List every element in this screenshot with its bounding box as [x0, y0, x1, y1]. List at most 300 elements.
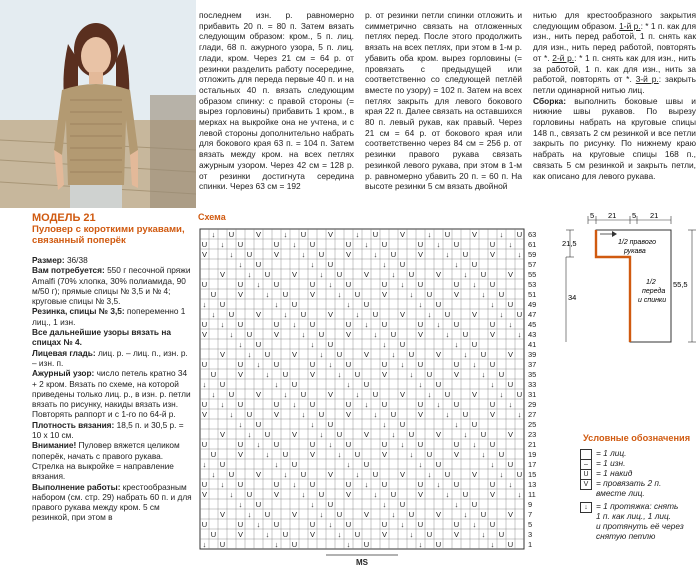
ssk-mark: ↓ — [238, 260, 243, 269]
ssk-mark: ↓ — [283, 470, 288, 479]
model-heading — [32, 212, 197, 246]
yo-mark: U — [417, 320, 424, 329]
yo-mark: U — [327, 340, 334, 349]
ssk-mark: ↓ — [337, 450, 342, 459]
ssk-mark: ↓ — [472, 440, 477, 449]
ssk-mark: ↓ — [211, 470, 216, 479]
body-label-1: 1/2 — [646, 279, 656, 286]
ssk-mark: ↓ — [427, 390, 432, 399]
k2tog-mark: V — [219, 270, 226, 279]
yo-mark: U — [372, 310, 379, 319]
k2tog-mark: V — [345, 410, 352, 419]
yo-mark: U — [273, 240, 280, 249]
col4-p1b: : * 1 п. как для изн., нить перед работой, 1 п. снять как для изн., нить перед работой, повторять от *. — [533, 20, 696, 63]
col3-text: р. от резинки петли спинки отложить и симметрично связать на отложенных петлях перед. После этого продолжить вязать на всех петлях, при этом в 1-м р. убавить оба кром. вырез горловины (= провязать с предыдущей или соответственно со следующей петлёй вместе по узору) = 102 п. Затем на всех петлях закрыть для левого бокового края 22 п. Далее связать на оставшихся 80 п. левый рукав, как правый. Через 21 см = 64 р. от бокового края или соответственно через 84 см = 256 р. от резинки правого рукава связать резинкой левого рукава, при этом в 1-м р. равномерно убавить 20 п. = 60 п. На высоте резинки 5 см вязать двойной — [365, 10, 522, 192]
k2tog-mark: V — [309, 530, 316, 539]
ssk-mark: ↓ — [229, 410, 234, 419]
legend-purl-text: = 1 изн. — [596, 458, 626, 468]
yo-mark: U — [291, 380, 298, 389]
ssk-mark: ↓ — [256, 360, 261, 369]
row-number: 7 — [528, 510, 533, 519]
yo-mark: U — [354, 370, 361, 379]
k2tog-mark: V — [291, 430, 298, 439]
yo-mark: U — [372, 470, 379, 479]
yo-mark: U — [372, 230, 379, 239]
ssk-mark: ↓ — [427, 230, 432, 239]
purl-symbol: – — [580, 459, 592, 470]
ssk-mark: ↓ — [481, 290, 486, 299]
yo-mark: U — [219, 300, 226, 309]
yarn-over-symbol: U — [580, 469, 592, 480]
body-label-2: переда — [642, 288, 666, 295]
yo-mark: U — [516, 390, 523, 399]
row-number: 23 — [528, 430, 537, 439]
rib-label: Резинка, спицы № 3,5: — [32, 306, 125, 317]
col2-text: последнем изн. р. равномерно прибавить 20 п. = 80 п. Затем вязать следующим образом: кром., 5 п. лиц. глади, 68 п. ажурного узора, 5 п. лиц. глади, кром. Через 21 см = 64 р. от резинки разделить работу посередине, отложить для переда первые 40 п. и на остальных 40 п. вязать следующим образом спинку: с правой стороны (= вырез горловины) прибавить 1 кром., в мерках на выкройке она не учтена, и с левой стороны дополнительно набрать для бокового края 63 п. = 104 п. Затем вязать между кром. на всех петлях ажурным узором. Через 42 см = 128 р. от резинки достигнута середина спинки. Через 63 см = 192 — [199, 10, 354, 192]
ssk-mark: ↓ — [283, 230, 288, 239]
yo-mark: U — [210, 290, 217, 299]
k2tog-mark: V — [435, 430, 442, 439]
ssk-mark: ↓ — [463, 430, 468, 439]
ssk-mark: ↓ — [274, 380, 279, 389]
ssk-mark: ↓ — [508, 400, 513, 409]
need-label: Вам потребуется: — [32, 265, 105, 276]
yo-mark: U — [480, 430, 487, 439]
yo-mark: U — [237, 440, 244, 449]
yo-mark: U — [444, 470, 451, 479]
row-number: 25 — [528, 420, 537, 429]
ssk-mark: ↓ — [517, 410, 522, 419]
ssk-mark: ↓ — [319, 510, 324, 519]
yo-mark: U — [201, 480, 208, 489]
k2tog-mark: V — [345, 330, 352, 339]
needles-note: Все дальнейшие узоры вязать на спицах № 4. — [32, 327, 171, 348]
ssk-mark: ↓ — [355, 470, 360, 479]
ssk-mark: ↓ — [382, 420, 387, 429]
ssk-mark: ↓ — [301, 250, 306, 259]
yo-mark: U — [381, 440, 388, 449]
ssk-mark: ↓ — [517, 250, 522, 259]
dim-21-5: 21,5 — [562, 239, 577, 248]
yo-mark: U — [273, 400, 280, 409]
yo-mark: U — [228, 310, 235, 319]
yo-mark: U — [345, 280, 352, 289]
yo-mark: U — [345, 320, 352, 329]
k2tog-mark: V — [489, 490, 496, 499]
ssk-mark: ↓ — [238, 500, 243, 509]
k2tog-symbol: V — [580, 479, 592, 490]
lace-text: число петель кратно 34 + 2 кром. Вязать по схеме, на которой приведены только лиц. р., в изн. р. петли вязать по рисунку, накиды вязать изн. Повторять раппорт и с 1-го по 64-й р. — [32, 368, 191, 420]
yo-mark: U — [489, 400, 496, 409]
ssk-mark: ↓ — [310, 500, 315, 509]
yo-mark: U — [246, 490, 253, 499]
ssk-mark: ↓ — [328, 280, 333, 289]
garment-schematic — [562, 212, 699, 352]
yo-mark: U — [354, 290, 361, 299]
knitting-chart — [198, 225, 558, 567]
row-number: 21 — [528, 440, 537, 449]
ssk-mark: ↓ — [445, 490, 450, 499]
ssk-mark: ↓ — [346, 300, 351, 309]
yo-mark: U — [489, 360, 496, 369]
ssk-mark: ↓ — [238, 340, 243, 349]
ssk-mark: ↓ — [247, 270, 252, 279]
ssk-mark: ↓ — [247, 510, 252, 519]
lace-label: Ажурный узор: — [32, 368, 95, 379]
yo-mark: U — [372, 390, 379, 399]
ssk-mark: ↓ — [517, 330, 522, 339]
ssk-mark: ↓ — [436, 480, 441, 489]
yo-mark: U — [255, 260, 262, 269]
ssk-mark: ↓ — [499, 310, 504, 319]
row-number: 11 — [528, 490, 536, 499]
ssk-mark: ↓ — [436, 400, 441, 409]
ssk-mark: ↓ — [373, 330, 378, 339]
ssk-mark: ↓ — [283, 310, 288, 319]
stockinette-text: лиц. р. – лиц. п., изн. р. – изн. п. — [32, 347, 188, 368]
yo-mark: U — [417, 240, 424, 249]
row-number: 63 — [528, 230, 537, 239]
k2tog-mark: V — [291, 350, 298, 359]
k2tog-mark: V — [237, 290, 244, 299]
yo-mark: U — [318, 330, 325, 339]
k2tog-mark: V — [399, 230, 406, 239]
ssk-mark: ↓ — [220, 320, 225, 329]
yo-mark: U — [453, 360, 460, 369]
yo-mark: U — [426, 530, 433, 539]
yo-mark: U — [327, 260, 334, 269]
ssk-mark: ↓ — [310, 260, 315, 269]
yo-mark: U — [462, 330, 469, 339]
dim-55-5: 55,5 — [673, 280, 688, 289]
legend — [580, 448, 698, 541]
k2tog-mark: V — [399, 470, 406, 479]
ssk-mark: ↓ — [265, 530, 270, 539]
k2tog-mark: V — [381, 290, 388, 299]
yo-mark: U — [399, 500, 406, 509]
yo-mark: U — [408, 270, 415, 279]
model-photo — [0, 0, 196, 208]
ssk-mark: ↓ — [508, 240, 513, 249]
ssk-mark: ↓ — [445, 410, 450, 419]
ssk-mark: ↓ — [400, 440, 405, 449]
ssk-mark: ↓ — [328, 520, 333, 529]
row-number: 15 — [528, 470, 537, 479]
k2tog-mark: V — [399, 310, 406, 319]
yo-mark: U — [399, 420, 406, 429]
ssk-mark: ↓ — [364, 320, 369, 329]
need-text: 550 г песочной пряжи Amalfi (70% хлопка, 30% полиамида, 90 м/50 г); прямые спицы № 3,5 и № 4; круговые спицы № 3,5. — [32, 265, 191, 307]
k2tog-mark: V — [363, 350, 370, 359]
yo-mark: U — [201, 400, 208, 409]
yo-mark: U — [435, 540, 442, 549]
ssk-mark: ↓ — [346, 540, 351, 549]
k2tog-mark: V — [507, 510, 514, 519]
legend-ssk-text-1: = 1 протяжка: снять — [596, 501, 679, 511]
ssk-mark: ↓ — [454, 260, 459, 269]
yo-mark: U — [246, 410, 253, 419]
yo-mark: U — [453, 240, 460, 249]
yo-mark: U — [327, 420, 334, 429]
ssk-mark: ↓ — [409, 290, 414, 299]
model-title: МОДЕЛЬ 21 — [32, 212, 96, 224]
row-number: 33 — [528, 380, 537, 389]
k2tog-mark: V — [237, 450, 244, 459]
legend-knit-text: = 1 лиц. — [596, 448, 627, 458]
yo-mark: U — [273, 280, 280, 289]
k2tog-mark: V — [489, 410, 496, 419]
gauge-label: Плотность вязания: — [32, 419, 115, 430]
ssk-mark: ↓ — [238, 420, 243, 429]
yo-mark: U — [300, 470, 307, 479]
ssk-mark: ↓ — [454, 500, 459, 509]
yo-mark: U — [300, 310, 307, 319]
k2tog-mark: V — [453, 450, 460, 459]
k2tog-mark: V — [291, 270, 298, 279]
yo-mark: U — [309, 480, 316, 489]
yo-mark: U — [345, 440, 352, 449]
yo-mark: U — [237, 320, 244, 329]
yo-mark: U — [201, 280, 208, 289]
yo-mark: U — [417, 520, 424, 529]
yo-mark: U — [264, 270, 271, 279]
yo-mark: U — [309, 440, 316, 449]
ssk-mark: ↓ — [427, 310, 432, 319]
ssk-mark: ↓ — [328, 440, 333, 449]
yo-mark: U — [381, 240, 388, 249]
ssk-mark: ↓ — [499, 230, 504, 239]
legend-yo-text: = 1 накид — [596, 468, 633, 478]
dim-5a: 5 — [590, 212, 595, 220]
ssk-mark: ↓ — [211, 310, 216, 319]
yo-mark: U — [354, 450, 361, 459]
yo-mark: U — [345, 480, 352, 489]
text-column-2 — [199, 10, 354, 192]
ssk-mark: ↓ — [508, 320, 513, 329]
k2tog-mark: V — [201, 490, 208, 499]
ssk-mark: ↓ — [454, 420, 459, 429]
yo-mark: U — [210, 370, 217, 379]
yo-mark: U — [201, 440, 208, 449]
yo-mark: U — [381, 520, 388, 529]
ssk-mark: ↓ — [355, 390, 360, 399]
ssk-mark: ↓ — [355, 310, 360, 319]
legend-yo — [580, 468, 698, 478]
row-number: 1 — [528, 540, 533, 549]
k2tog-mark: V — [471, 470, 478, 479]
row-number: 9 — [528, 500, 533, 509]
ssk-mark: ↓ — [481, 530, 486, 539]
ssk-mark: ↓ — [400, 360, 405, 369]
yo-mark: U — [318, 250, 325, 259]
yo-mark: U — [390, 410, 397, 419]
row-number: 57 — [528, 260, 537, 269]
ssk-mark: ↓ — [463, 510, 468, 519]
yo-mark: U — [273, 320, 280, 329]
yo-mark: U — [453, 440, 460, 449]
yo-mark: U — [237, 280, 244, 289]
yo-mark: U — [489, 480, 496, 489]
yo-mark: U — [507, 460, 514, 469]
ssk-mark: ↓ — [490, 540, 495, 549]
yo-mark: U — [426, 290, 433, 299]
yo-mark: U — [498, 450, 505, 459]
yo-mark: U — [516, 470, 523, 479]
ssk-mark: ↓ — [472, 520, 477, 529]
row-1-label: 1-й р. — [619, 20, 641, 31]
ssk-mark: ↓ — [364, 400, 369, 409]
legend-ssk-text-2: 1 п. как лиц., 1 лиц. — [596, 511, 672, 521]
ssk-mark: ↓ — [409, 450, 414, 459]
row-number: 35 — [528, 370, 537, 379]
ssk-mark: ↓ — [265, 370, 270, 379]
row-number: 29 — [528, 400, 537, 409]
k2tog-mark: V — [255, 470, 262, 479]
row-number: 55 — [528, 270, 537, 279]
k2tog-mark: V — [219, 510, 226, 519]
row-number: 37 — [528, 360, 537, 369]
legend-purl — [580, 458, 698, 468]
yo-mark: U — [408, 350, 415, 359]
row-number: 59 — [528, 250, 537, 259]
yo-mark: U — [453, 280, 460, 289]
k2tog-mark: V — [417, 490, 424, 499]
ms-label: MS — [356, 558, 368, 567]
yo-mark: U — [336, 430, 343, 439]
yo-mark: U — [228, 470, 235, 479]
ssk-mark: ↓ — [517, 490, 522, 499]
ssk-mark: ↓ — [256, 520, 261, 529]
stockinette-label: Лицевая гладь: — [32, 347, 96, 358]
yo-mark: U — [291, 540, 298, 549]
yo-mark: U — [327, 500, 334, 509]
work-label: Выполнение работы: — [32, 481, 121, 492]
ssk-mark: ↓ — [409, 370, 414, 379]
yo-mark: U — [417, 480, 424, 489]
yo-mark: U — [417, 280, 424, 289]
row-number: 13 — [528, 480, 537, 489]
ssk-mark: ↓ — [319, 430, 324, 439]
yo-mark: U — [273, 360, 280, 369]
yo-mark: U — [210, 450, 217, 459]
dim-21a: 21 — [608, 212, 617, 220]
ssk-mark: ↓ — [445, 330, 450, 339]
k2tog-mark: V — [255, 230, 262, 239]
row-number: 45 — [528, 320, 537, 329]
size-label: Размер: — [32, 255, 65, 265]
k2tog-mark: V — [453, 530, 460, 539]
text-column-4 — [533, 10, 696, 181]
yo-mark: U — [210, 530, 217, 539]
yo-mark: U — [309, 280, 316, 289]
yo-mark: U — [273, 480, 280, 489]
yo-mark: U — [309, 320, 316, 329]
ssk-mark: ↓ — [382, 260, 387, 269]
yo-mark: U — [309, 520, 316, 529]
ssk-mark: ↓ — [229, 490, 234, 499]
yo-mark: U — [390, 490, 397, 499]
yo-mark: U — [255, 420, 262, 429]
ssk-mark: ↓ — [202, 540, 207, 549]
ssk-mark: ↓ — [454, 340, 459, 349]
k2tog-mark: V — [273, 330, 280, 339]
row-number: 5 — [528, 520, 533, 529]
k2tog-mark: V — [435, 510, 442, 519]
k2tog-mark: V — [363, 270, 370, 279]
ssk-mark: ↓ — [292, 480, 297, 489]
row-number: 51 — [528, 290, 537, 299]
ssk-mark: ↓ — [283, 390, 288, 399]
k2tog-mark: V — [255, 390, 262, 399]
ssk-mark: ↓ — [427, 470, 432, 479]
k2tog-mark: V — [507, 270, 514, 279]
yo-mark: U — [426, 370, 433, 379]
ssk-mark: ↓ — [292, 240, 297, 249]
k2tog-mark: V — [381, 370, 388, 379]
yo-mark: U — [489, 240, 496, 249]
ssk-mark: ↓ — [499, 470, 504, 479]
k2tog-mark: V — [507, 430, 514, 439]
yo-mark: U — [408, 430, 415, 439]
ssk-mark: ↓ — [229, 250, 234, 259]
yo-mark: U — [237, 400, 244, 409]
ssk-mark: ↓ — [301, 330, 306, 339]
yo-mark: U — [219, 380, 226, 389]
k2tog-mark: V — [381, 530, 388, 539]
ssk-mark: ↓ — [463, 350, 468, 359]
k2tog-mark: V — [201, 250, 208, 259]
k2tog-mark: V — [363, 430, 370, 439]
ssk-mark: ↓ — [481, 370, 486, 379]
ssk-mark: ↓ — [310, 340, 315, 349]
yo-mark: U — [444, 310, 451, 319]
ssk-mark: ↓ — [472, 280, 477, 289]
ssk-mark: ↓ — [373, 410, 378, 419]
yo-mark: U — [309, 400, 316, 409]
yo-mark: U — [228, 230, 235, 239]
yo-mark: U — [408, 510, 415, 519]
yo-mark: U — [201, 360, 208, 369]
ssk-mark: ↓ — [400, 280, 405, 289]
yo-mark: U — [246, 250, 253, 259]
yo-mark: U — [489, 440, 496, 449]
ssk-mark: ↓ — [481, 450, 486, 459]
ssk-mark: ↓ — [418, 540, 423, 549]
yo-mark: U — [390, 250, 397, 259]
ssk-mark: ↓ — [202, 460, 207, 469]
yo-mark: U — [345, 360, 352, 369]
yo-mark: U — [435, 300, 442, 309]
yo-mark: U — [471, 260, 478, 269]
yo-mark: U — [381, 360, 388, 369]
row-number: 61 — [528, 240, 537, 249]
ssk-mark: ↓ — [373, 250, 378, 259]
body-label-3: и спинки — [638, 297, 667, 304]
row-number: 27 — [528, 410, 537, 419]
col4-p1c: : * 1 п. снять как для изн., нить за работой, 1 п. как для изн., нить за работой, повторять от *. — [533, 52, 696, 85]
k2tog-mark: V — [309, 370, 316, 379]
yo-mark: U — [417, 440, 424, 449]
ssk-mark: ↓ — [364, 240, 369, 249]
yo-mark: U — [345, 520, 352, 529]
yo-mark: U — [453, 320, 460, 329]
ssk-mark: ↓ — [391, 430, 396, 439]
yo-mark: U — [336, 510, 343, 519]
yo-mark: U — [444, 230, 451, 239]
k2tog-mark: V — [327, 470, 334, 479]
k2tog-mark: V — [219, 430, 226, 439]
yo-mark: U — [444, 390, 451, 399]
